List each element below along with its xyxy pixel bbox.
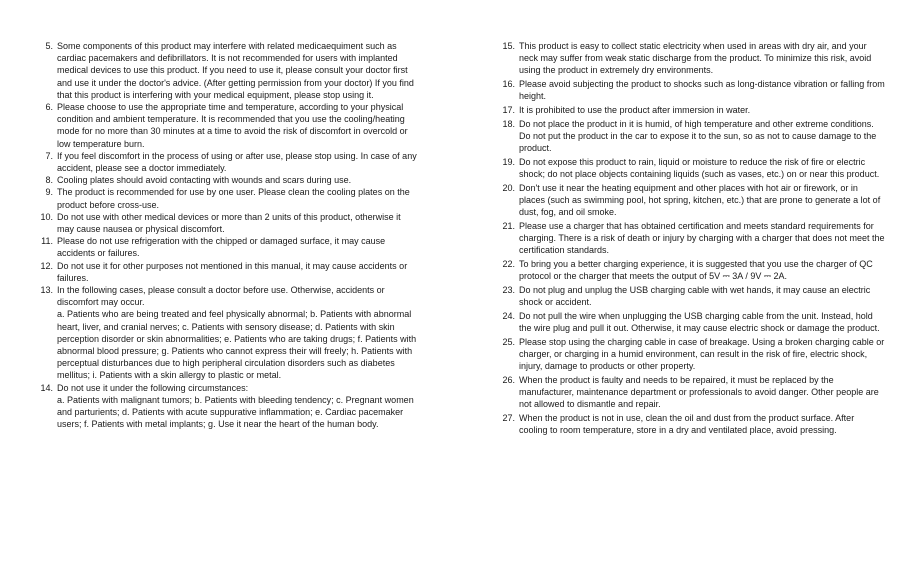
item-17 <box>500 104 885 116</box>
item-number: 9. <box>45 187 53 198</box>
item-8 <box>38 174 418 186</box>
item-7 <box>38 150 418 174</box>
item-number: 20. <box>502 182 515 193</box>
item-number: 25. <box>502 336 515 347</box>
item-6 <box>38 101 418 150</box>
item-number: 11. <box>41 236 53 247</box>
item-10 <box>38 211 418 235</box>
item-number: 7. <box>45 150 53 161</box>
item-text: Do not expose this product to rain, liquid or moisture to reduce the risk of fire or electric shock; do not place objects containing liquids (such as vases, etc.) on or near this product. <box>519 156 880 180</box>
item-number: 23. <box>502 284 515 295</box>
item-text: Do not use it under the following circumstances: <box>57 382 249 393</box>
item-text: Do not plug and unplug the USB charging cable with wet hands, it may cause an electric shock or accident. <box>519 284 871 308</box>
item-12 <box>38 260 418 284</box>
item-text: Don't use it near the heating equipment and other places with hot air or firework, or in places (such as swimming pool, hot spring, kitchen, etc.) that are prone to generate a lot of dust, fog, and oil smoke. <box>519 182 881 218</box>
item-number: 10. <box>40 211 53 222</box>
item-27 <box>500 412 885 436</box>
item-number: 15. <box>502 41 515 51</box>
item-text: Please avoid subjecting the product to shocks such as long-distance vibration or falling from height. <box>519 79 885 102</box>
item-18 <box>500 118 885 155</box>
item-text: The product is recommended for use by one user. Please clean the cooling plates on the product before cross-use. <box>57 187 410 210</box>
item-number: 18. <box>502 118 515 129</box>
item-21 <box>500 220 885 257</box>
item-text: It is prohibited to use the product after immersion in water. <box>519 105 751 116</box>
item-number: 6. <box>45 102 53 113</box>
item-text: Do not use it for other purposes not mentioned in this manual, it may cause accidents or failures. <box>57 260 408 283</box>
item-15 <box>500 40 885 77</box>
item-number: 22. <box>502 258 515 269</box>
item-number: 8. <box>45 175 53 186</box>
item-number: 24. <box>502 310 515 321</box>
item-9 <box>38 186 418 210</box>
right-column <box>500 40 885 436</box>
item-text: Do not use with other medical devices or more than 2 units of this product, otherwise it may cause nausea or physical discomfort. <box>57 211 401 235</box>
item-number: 27. <box>502 412 515 423</box>
item-11 <box>38 235 418 259</box>
item-text: Do not pull the wire when unplugging the USB charging cable from the unit. Instead, hold the wire plug and pull it out. Otherwise, it may cause electric shock or damage the product. <box>519 310 880 333</box>
item-5 <box>38 40 418 101</box>
item-13-sublist: a. Patients who are being treated and feel physically abnormal; b. Patients with abnormal heart, liver, and cranial nerves; c. Patients with sensory disease; d. Patients with skin perception disorder or skin abnormalities; e. Patients who are taking drugs; f. Patients with abnormal blood pressure; g. Patients who cannot express their will freely; h. Patients with perceptual disturbances due to high peripheral circulation disorders such as diabetes mellitus; i. Patients with a skin allergy to plastic or metal. <box>57 309 417 381</box>
item-13 <box>38 284 418 308</box>
item-number: 26. <box>502 374 515 385</box>
item-25 <box>500 336 885 373</box>
item-16 <box>500 78 885 102</box>
item-number: 14. <box>40 382 53 393</box>
item-23 <box>500 284 885 308</box>
item-text: Please do not use refrigeration with the chipped or damaged surface, it may cause accidents or failures. <box>57 236 386 259</box>
item-22 <box>500 258 885 282</box>
item-24 <box>500 310 885 334</box>
item-26 <box>500 374 885 411</box>
item-text: In the following cases, please consult a doctor before use. Otherwise, accidents or discomfort may occur. <box>57 285 385 308</box>
item-text: To bring you a better charging experience, it is suggested that you use the charger of QC protocol or the charger that meets the output of 5V ⎓ 3A / 9V ⎓ 2A. <box>519 258 873 282</box>
item-text: Please stop using the charging cable in case of breakage. Using a broken charging cable or charger, or charging in a humid environment, can result in the risk of fire, electric shock, injury, damage to products or other property. <box>519 336 885 372</box>
item-number: 5. <box>45 41 53 51</box>
item-20 <box>500 182 885 219</box>
item-text: When the product is not in use, clean the oil and dust from the product surface. After cooling to room temperature, store in a dry and ventilated place, avoid pressing. <box>519 412 855 436</box>
item-number: 12. <box>40 260 53 271</box>
item-text: When the product is faulty and needs to be repaired, it must be replaced by the manufacturer, maintenance department or professionals to avoid danger. Other people are not allowed to dismantle and repair. <box>519 374 879 410</box>
item-14 <box>38 382 418 394</box>
item-text: Please use a charger that has obtained certification and meets standard requirements for charging. There is a risk of death or injury by charging with a charger that does not meet the certification standards. <box>519 220 885 256</box>
item-number: 19. <box>502 156 515 167</box>
item-text: Some components of this product may interfere with related medicaequiment such as cardiac pacemakers and defibrillators. It is not recommended for users with implanted medical devices to use this product. If you need to use it, please consult your doctor first and use it under the doctor's advice. (After getting permission from your doctor) If you find that this product is interfering with your medical equipment, please stop using it. <box>57 41 414 100</box>
item-19 <box>500 156 885 180</box>
item-14-sublist: a. Patients with malignant tumors; b. Patients with bleeding tendency; c. Pregnant women and parturients; d. Patients with acute suppurative inflammation; e. Cardiac pacemaker users; f. Patients with metal implants; g. Use it near the heart of the human body. <box>57 394 414 430</box>
item-text: This product is easy to collect static electricity when used in areas with dry air, and your neck may suffer from weak static discharge from the product. To minimize this risk, avoid using the product in extremely dry environments. <box>519 41 872 76</box>
item-text: Do not place the product in it is humid, of high temperature and other extreme conditions. Do not put the product in the car to expose it to the sun, so as not to cause damage to the product. <box>519 118 877 154</box>
item-number: 21. <box>502 220 515 231</box>
item-number: 16. <box>502 79 515 90</box>
item-number: 13. <box>40 285 53 296</box>
item-number: 17. <box>502 105 515 116</box>
left-column <box>38 40 418 431</box>
item-text: Please choose to use the appropriate time and temperature, according to your physical condition and ambient temperature. It is recommended that you use the cooling/heating mode for no more than 30 minutes at a time to avoid the risk of discomfort in overcold or low temperature burn. <box>57 102 408 149</box>
item-text: Cooling plates should avoid contacting with wounds and scars during use. <box>57 175 352 186</box>
item-text: If you feel discomfort in the process of using or after use, please stop using. In case of any accident, please see a doctor immediately. <box>57 150 417 174</box>
